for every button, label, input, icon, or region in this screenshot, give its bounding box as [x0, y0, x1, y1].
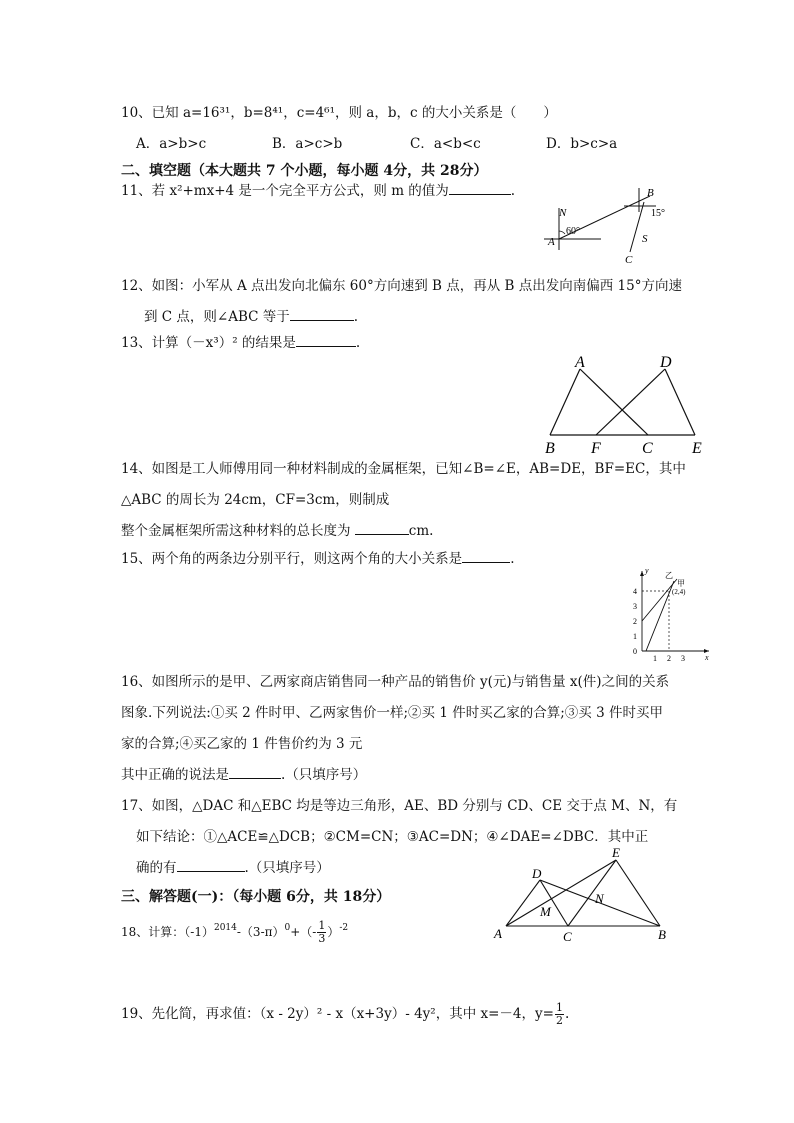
q12-line2: 到 C 点，则∠ABC 等于 . [144, 309, 359, 325]
q19-fraction [555, 1002, 564, 1027]
q16-line1: 16、如图所示的是甲、乙两家商店销售同一种产品的销售价 y(元)与销售量 x(件)之间的关系 [121, 674, 670, 690]
q14-line3-text: 整个金属框架所需这种材料的总长度为 [121, 523, 351, 539]
fraction-numerator: 1 [318, 919, 326, 932]
q15-text: 15、两个角的两条边分别平行，则这两个角的大小关系是 . [121, 551, 515, 567]
q11-label: 11、若 x²+mx+4 是一个完全平方公式，则 m 的值为 [121, 183, 449, 199]
q18-close: ） [327, 925, 340, 939]
q14-line2: △ABC 的周长为 24cm，CF=3cm，则制成 [121, 492, 390, 508]
answer-blank[interactable] [177, 859, 245, 872]
fig16-y-tick: 4 [633, 587, 637, 596]
q12-line1: 12、如图：小军从 A 点出发向北偏东 60°方向速到 B 点，再从 B 点出发向南偏西 15°方向速 [121, 278, 682, 294]
fig14-label-c: C [642, 440, 653, 457]
section3-heading: 三、解答题(一)：（每小题 6分，共 18分） [121, 889, 391, 905]
fig17-label-n: N [595, 891, 604, 906]
fig14-label-f: F [591, 440, 601, 457]
q13-label: 13、计算（－x³）² 的结果是 [121, 335, 296, 351]
answer-blank[interactable] [229, 766, 281, 779]
q17-line1: 17、如图，△DAC 和△EBC 均是等边三角形，AE、BD 分别与 CD、CE 交于点 M、N，有 [121, 798, 678, 814]
q16-line2: 图象.下列说法:①买 2 件时甲、乙两家售价一样;②买 1 件时买乙家的合算;③买 3 件时买甲 [121, 705, 663, 721]
fig14-label-a: A [575, 354, 585, 371]
q16-line4 [121, 766, 366, 784]
answer-blank[interactable] [449, 182, 511, 195]
fig12-label-angle15: 15° [651, 208, 665, 219]
fig16-y-tick: 3 [633, 602, 637, 611]
fig16-x-axis-label: x [705, 653, 709, 662]
fig16-y-tick: 0 [633, 647, 637, 656]
q17-line2: 如下结论：①△ACE≌△DCB；②CM=CN；③AC=DN；④∠DAE=∠DBC．其中正 [136, 829, 649, 845]
q10-option-d: D．b>c>a [546, 136, 618, 152]
fig17-label-b: B [658, 927, 666, 942]
q18-expression [121, 920, 348, 945]
q17-line3-text: 确的有 [136, 860, 177, 876]
fig14-label-e: E [692, 440, 702, 457]
q10-option-b: B．a>c>b [272, 136, 343, 152]
fig16-y-tick: 1 [633, 632, 637, 641]
figure-q14-triangles [540, 352, 715, 458]
fig12-label-s: S [642, 233, 648, 245]
fig12-label-n: N [559, 207, 567, 219]
q18-term: +（- [290, 925, 317, 939]
q10-option-a: A．a>b>c [136, 136, 207, 152]
fig17-label-m: M [540, 904, 551, 919]
fig12-label-b: B [647, 187, 654, 199]
fig17-label-e: E [612, 845, 620, 860]
q19-text: 19、先化简，再求值：（x - 2y）² - x（x+3y）- 4y²，其中 x=－4，y= [121, 1006, 554, 1022]
q13-text: 13、计算（－x³）² 的结果是 . [121, 335, 361, 351]
q17-hint: .（只填序号） [244, 860, 330, 876]
q12-line2-text: 到 C 点，则∠ABC 等于 [144, 309, 290, 325]
q10-stem: 10、已知 a=16³¹，b=8⁴¹，c=4⁶¹，则 a，b，c 的大小关系是（ ） [121, 105, 557, 121]
fraction-denominator: 3 [318, 932, 326, 945]
fig12-label-c: C [625, 254, 633, 266]
q18-prefix: 18、计算：（-1） [121, 925, 214, 939]
q17-line3 [136, 859, 330, 877]
q14-unit: cm. [408, 523, 434, 539]
fig16-x-tick: 1 [653, 654, 657, 663]
fraction-numerator: 1 [555, 1001, 563, 1014]
q11-text: 11、若 x²+mx+4 是一个完全平方公式，则 m 的值为 . [121, 183, 516, 199]
section2-heading: 二、填空题（本大题共 7 个小题，每小题 4分，共 28分） [121, 163, 488, 179]
fig12-label-a: A [548, 236, 555, 248]
figure-q16-price-graph [625, 565, 720, 665]
q18-term: -（3-π） [236, 925, 285, 939]
q18-exponent: 0 [284, 923, 291, 933]
fig16-x-tick: 3 [681, 654, 685, 663]
fig16-y-axis-label: y [645, 566, 649, 575]
q10-option-c: C．a<b<c [410, 136, 481, 152]
figure-q12-bearing [526, 184, 676, 264]
fig17-label-c: C [563, 929, 572, 944]
answer-blank[interactable] [296, 334, 356, 347]
fig16-point-label: (2,4) [672, 588, 686, 596]
q14-line1: 14、如图是工人师傅用同一种材料制成的金属框架，已知∠B=∠E，AB=DE，BF=EC，其中 [121, 461, 686, 477]
q18-exponent: 2014 [213, 923, 237, 933]
fig17-label-d: D [532, 866, 542, 881]
answer-blank[interactable] [462, 550, 510, 563]
fig16-line-label-jia: 甲 [677, 579, 685, 588]
q16-line4-text: 其中正确的说法是 [121, 767, 229, 783]
answer-blank[interactable] [355, 522, 409, 535]
fig14-label-d: D [660, 354, 672, 371]
q18-fraction [317, 920, 326, 945]
figure-q17-equilateral [490, 842, 680, 946]
fig16-line-label-yi: 乙 [665, 571, 673, 580]
q14-line3 [121, 522, 433, 540]
q16-hint: .（只填序号） [281, 767, 367, 783]
fig14-label-b: B [545, 440, 555, 457]
q18-exponent: -2 [339, 923, 349, 933]
q15-label: 15、两个角的两条边分别平行，则这两个角的大小关系是 [121, 551, 463, 567]
answer-blank[interactable] [290, 308, 354, 321]
fig16-y-tick: 2 [633, 617, 637, 626]
q19-expression [121, 1002, 569, 1027]
fig12-label-angle60: 60° [566, 226, 580, 237]
q19-end: . [564, 1006, 570, 1022]
fig16-x-tick: 2 [667, 654, 671, 663]
fraction-denominator: 2 [555, 1014, 563, 1027]
fig17-label-a: A [494, 926, 502, 941]
q16-line3: 家的合算;④买乙家的 1 件售价约为 3 元 [121, 736, 363, 752]
